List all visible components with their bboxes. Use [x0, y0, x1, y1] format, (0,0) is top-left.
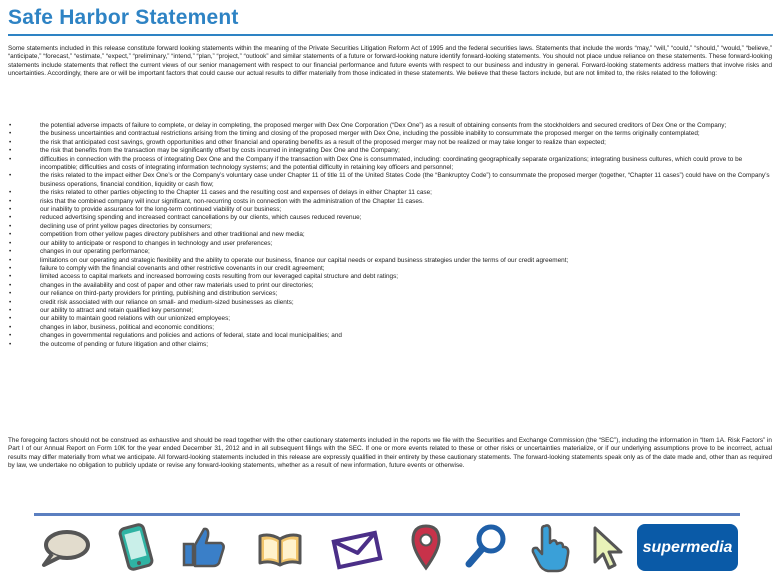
risk-factor-item	[8, 248, 772, 256]
risk-factor-item	[8, 223, 772, 231]
title-divider	[8, 34, 773, 36]
risk-factor-text: difficulties in connection with the process of integrating Dex One and the Company if the transaction with Dex One is consummated, including: coordinating geographically separate organizations; integrating business cultures, which could prove to be incompatible; difficulties and costs of integrating information technology systems; and the potential difficulty in retaining key officers and personnel;	[40, 155, 743, 172]
risk-factor-item	[8, 231, 772, 239]
bullet-marker: •	[9, 248, 12, 256]
risk-factor-text: changes in our operating performance;	[40, 248, 150, 256]
risk-factor-text: our reliance on third-party providers for printing, publishing and distribution services;	[40, 290, 278, 298]
bullet-marker: •	[9, 340, 12, 348]
risk-factor-item	[8, 122, 772, 130]
bullet-marker: •	[9, 273, 12, 281]
risk-factor-item	[8, 172, 772, 189]
risk-factor-list	[8, 122, 772, 349]
risk-factor-text: our inability to provide assurance for the long-term continued viability of our business;	[40, 206, 282, 214]
supermedia-logo: supermedia	[637, 524, 738, 571]
risk-factor-item	[8, 257, 772, 265]
bullet-marker: •	[9, 189, 12, 197]
risk-factor-item	[8, 265, 772, 273]
risk-factor-item	[8, 307, 772, 315]
footer-divider	[34, 513, 740, 516]
risk-factor-text: risks that the combined company will incur significant, non-recurring costs in connection with the administration of the Chapter 11 cases.	[40, 197, 424, 205]
risk-factor-text: the risks related to other parties objecting to the Chapter 11 cases and the resulting cost and expenses of delays in either Chapter 11 case;	[40, 189, 432, 197]
bullet-marker: •	[9, 281, 12, 289]
risk-factor-item	[8, 130, 772, 138]
risk-factor-item	[8, 341, 772, 349]
open-book-icon	[256, 531, 304, 567]
risk-factor-text: the risk that anticipated cost savings, growth opportunities and other financial and operating benefits as a result of the proposed merger may not be realized or may take longer to realize than expected;	[40, 138, 606, 146]
bullet-marker: •	[9, 290, 12, 298]
risk-factor-text: changes in labor, business, political and economic conditions;	[40, 323, 215, 331]
bullet-marker: •	[9, 155, 12, 163]
bullet-marker: •	[9, 231, 12, 239]
risk-factor-text: reduced advertising spending and increased contract cancellations by our clients, which causes reduced revenue;	[40, 214, 362, 222]
bullet-marker: •	[9, 306, 12, 314]
intro-paragraph: Some statements included in this release constitute forward looking statements within the meaning of the Private Securities Litigation Reform Act of 1995 and the federal securities laws. Statements that include the words “may,” “will,” “could,” “should,” “would,” “believe,” “anticipate,” “forecast,” “estimate,” “expect,” “preliminary,” “intend,” “plan,” “project,” “outlook” and similar statements of a future or forward-looking nature identify forward-looking statements. You should not place undue reliance on these statements. These forward-looking statements include statements that reflect the current views of our senior management with respect to our financial performance and future events with respect to our business and industry in general. Forward-looking statements address matters that involve risks and uncertainties. Accordingly, there are or will be important factors that could cause our actual results to differ materially from those indicated in these statements. We believe that these factors include, but are not limited to, the risks related to the following:	[8, 45, 772, 77]
bullet-marker: •	[9, 130, 12, 138]
risk-factor-item	[8, 240, 772, 248]
risk-factor-item	[8, 315, 772, 323]
bullet-marker: •	[9, 147, 12, 155]
smartphone-icon	[118, 523, 154, 571]
risk-factor-text: declining use of print yellow pages directories by consumers;	[40, 222, 212, 230]
risk-factor-text: changes in governmental regulations and policies and actions of federal, state and local municipalities; and	[40, 332, 342, 340]
risk-factor-text: competition from other yellow pages directory publishers and other traditional and new media;	[40, 231, 305, 239]
risk-factor-text: the risk that benefits from the transaction may be significantly offset by costs incurred in integrating Dex One and the Company;	[40, 147, 400, 155]
page-title: Safe Harbor Statement	[8, 6, 239, 29]
risk-factor-item	[8, 290, 772, 298]
risk-factor-item	[8, 282, 772, 290]
risk-factor-item	[8, 299, 772, 307]
thumbs-up-icon	[181, 525, 227, 569]
risk-factor-text: changes in the availability and cost of paper and other raw materials used to print our directories;	[40, 281, 314, 289]
risk-factor-text: our ability to anticipate or respond to changes in technology and user preferences;	[40, 239, 273, 247]
bullet-marker: •	[9, 138, 12, 146]
risk-factor-item	[8, 147, 772, 155]
risk-factor-text: limited access to capital markets and increased borrowing costs resulting from our leveraged capital structure and debt ratings;	[40, 273, 399, 281]
risk-factor-text: our ability to maintain good relations with our unionized employees;	[40, 315, 231, 323]
risk-factor-text: the outcome of pending or future litigation and other claims;	[40, 340, 209, 348]
risk-factor-text: limitations on our operating and strategic flexibility and the ability to operate our business, finance our capital needs or expand business strategies under the terms of our credit agreement;	[40, 256, 569, 264]
bullet-marker: •	[9, 332, 12, 340]
footer-icon-strip	[34, 519, 740, 579]
cursor-arrow-icon	[590, 525, 626, 571]
closing-paragraph: The foregoing factors should not be construed as exhaustive and should be read together with the other cautionary statements included in the reports we file with the Securities and Exchange Commission (the “SEC”), including the information in “Item 1A. Risk Factors” in Part I of our Annual Report on Form 10K for the year ended December 31, 2012 and in all subsequent filings with the SEC. If one or more events related to these or other risks or uncertainties materialize, or if our underlying assumptions prove to be incorrect, actual results may differ materially from what we anticipate. All forward-looking statements included in this release are expressly qualified in their entirety by these cautionary statements. The forward-looking statements speak only as of the date made and, other than as required by law, we undertake no obligation to publicly update or revise any forward-looking statements, whether as a result of new information, future events or otherwise.	[8, 437, 772, 469]
risk-factor-text: the potential adverse impacts of failure to complete, or delay in completing, the proposed merger with Dex One Corporation (“Dex One”) as a result of obtaining consents from the stockholders and secured creditors of Dex One or the Company;	[40, 122, 727, 129]
bullet-marker: •	[9, 122, 12, 129]
bullet-marker: •	[9, 256, 12, 264]
risk-factor-item	[8, 156, 772, 173]
risk-factor-item	[8, 332, 772, 340]
risk-factor-text: the business uncertainties and contractual restrictions arising from the timing and closing of the proposed merger with Dex One, including the possible inability to consummate the proposed merger on the terms originally contemplated;	[40, 130, 700, 138]
risk-factor-item	[8, 189, 772, 197]
pointing-hand-icon	[528, 521, 572, 573]
bullet-marker: •	[9, 298, 12, 306]
bullet-marker: •	[9, 206, 12, 214]
risk-factor-text: failure to comply with the financial covenants and other restrictive covenants in our credit agreement;	[40, 264, 325, 272]
magnifier-icon	[464, 523, 508, 569]
risk-factor-item	[8, 273, 772, 281]
risk-factor-text: the risks related to the impact either Dex One’s or the Company’s voluntary case under Chapter 11 of title 11 of the United States Code (the “Bankruptcy Code”) to consummate the proposed merger (together, “Chapter 11 cases”) could have on the Company’s business operations, financial condition, liquidity or cash flow;	[40, 172, 770, 188]
risk-factor-item	[8, 324, 772, 332]
speech-bubble-icon	[40, 527, 90, 569]
bullet-marker: •	[9, 172, 12, 180]
bullet-marker: •	[9, 214, 12, 222]
map-pin-icon	[410, 523, 442, 571]
bullet-marker: •	[9, 264, 12, 272]
risk-factor-text: our ability to attract and retain qualified key personnel;	[40, 306, 194, 314]
bullet-marker: •	[9, 197, 12, 205]
bullet-marker: •	[9, 239, 12, 247]
risk-factor-item	[8, 214, 772, 222]
risk-factor-text: credit risk associated with our reliance on small- and medium-sized businesses as clients;	[40, 298, 294, 306]
risk-factor-item	[8, 139, 772, 147]
bullet-marker: •	[9, 323, 12, 331]
envelope-icon	[332, 531, 382, 569]
risk-factor-item	[8, 206, 772, 214]
bullet-marker: •	[9, 222, 12, 230]
bullet-marker: •	[9, 315, 12, 323]
risk-factor-item	[8, 198, 772, 206]
